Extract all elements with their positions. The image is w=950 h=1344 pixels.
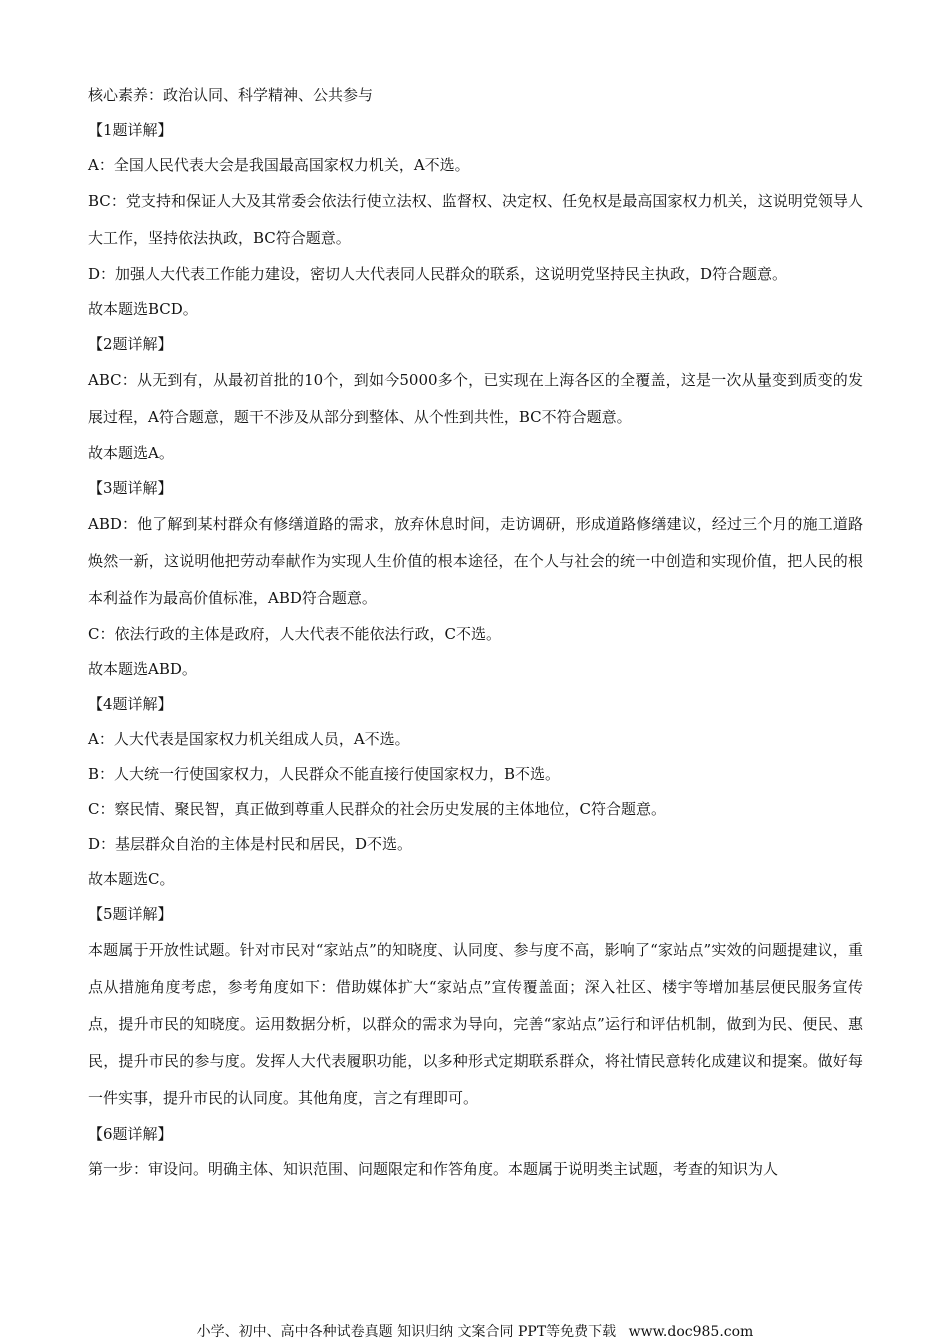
footer-site-link[interactable]: www.doc985.com [628,1324,754,1340]
q3-option-c: C：依法行政的主体是政府，人大代表不能依法行政，C不选。 [88,625,501,643]
q5-text: 本题属于开放性试题。针对市民对“家站点”的知晓度、认同度、参与度不高，影响了“家站点”实效的问题提建议，重点从措施角度考虑，参考角度如下：借助媒体扩大“家站点”宣传覆盖面；深入社区、楼宇等增加基层便民服务宣传点，提升市民的知晓度。运用数据分析，以群众的需求为导向，完善“家站点”运行和评估机制，做到为民、便民、惠民，提升市民的参与度。发挥人大代表履职功能，以多种形式定期联系群众，将社情民意转化成建议和提案。做好每一件实事，提升市民的认同度。其他角度，言之有理即可。 [88,941,863,1107]
q1-heading: 【1题详解】 [88,121,173,139]
q4-option-d: D：基层群众自治的主体是村民和居民，D不选。 [88,835,413,853]
q1-option-bc: BC：党支持和保证人大及其常委会依法行使立法权、监督权、决定权、任免权是最高国家权力机关，这说明党领导人大工作，坚持依法执政，BC符合题意。 [88,192,863,247]
footer-promo-text: 小学、初中、高中各种试卷真题 知识归纳 文案合同 PPT等免费下载 [196,1324,617,1340]
q2-option-abc: ABC：从无到有，从最初首批的10个，到如今5000多个，已实现在上海各区的全覆盖，这是一次从量变到质变的发展过程，A符合题意，题干不涉及从部分到整体、从个性到共性，BC不符合题意。 [88,371,863,426]
q4-option-a: A：人大代表是国家权力机关组成人员，A不选。 [88,730,410,748]
q1-answer: 故本题选BCD。 [88,300,198,318]
q3-heading: 【3题详解】 [88,479,173,497]
q5-heading: 【5题详解】 [88,905,173,923]
q6-text: 第一步：审设问。明确主体、知识范围、问题限定和作答角度。本题属于说明类主试题，考查的知识为人 [88,1160,779,1178]
q4-option-b: B：人大统一行使国家权力，人民群众不能直接行使国家权力，B不选。 [88,765,561,783]
q1-option-d: D：加强人大代表工作能力建设，密切人大代表同人民群众的联系，这说明党坚持民主执政，D符合题意。 [88,265,788,283]
q3-answer: 故本题选ABD。 [88,660,197,678]
q4-heading: 【4题详解】 [88,695,173,713]
q3-option-abd: ABD：他了解到某村群众有修缮道路的需求，放弃休息时间，走访调研，形成道路修缮建议，经过三个月的施工道路焕然一新，这说明他把劳动奉献作为实现人生价值的根本途径，在个人与社会的统一中创造和实现价值，把人民的根本利益作为最高价值标准，ABD符合题意。 [88,515,863,607]
answer-explanations [88,78,863,1187]
q2-answer: 故本题选A。 [88,444,174,462]
q4-option-c: C：察民情、聚民智，真正做到尊重人民群众的社会历史发展的主体地位，C符合题意。 [88,800,666,818]
q6-heading: 【6题详解】 [88,1125,173,1143]
page-footer [0,1322,950,1342]
q4-answer: 故本题选C。 [88,870,175,888]
q1-option-a: A：全国人民代表大会是我国最高国家权力机关，A不选。 [88,156,470,174]
core-literacy: 核心素养：政治认同、科学精神、公共参与 [88,86,374,104]
q2-heading: 【2题详解】 [88,335,173,353]
